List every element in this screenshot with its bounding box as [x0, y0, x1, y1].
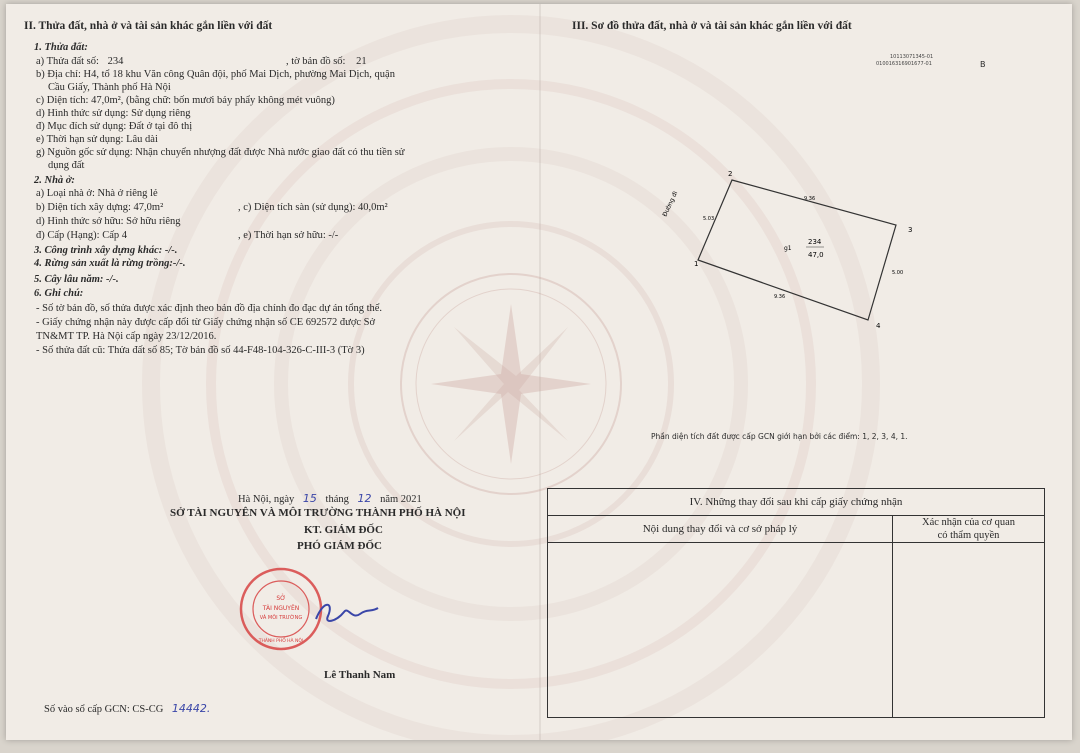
parcel-class-label: g1	[784, 245, 792, 252]
perennial-trees: 5. Cây lâu năm: -/-.	[34, 274, 119, 285]
issue-date	[238, 492, 422, 505]
edge-left-length: 5.03	[703, 216, 715, 222]
changes-col-content: Nội dung thay đổi và cơ sở pháp lý	[548, 516, 893, 543]
map-parcel-area: 47,0	[808, 251, 824, 259]
usage-term: e) Thời hạn sử dụng: Lâu dài	[36, 134, 158, 145]
registration-value: 14442.	[171, 702, 211, 715]
north-letter: B	[980, 60, 986, 69]
note-2-line-1: - Giấy chứng nhận này được cấp đổi từ Giấy chứng nhận số CE 692572 được Sở	[36, 317, 376, 328]
signer-role-2: PHÓ GIÁM ĐỐC	[297, 540, 382, 552]
usage-form: d) Hình thức sử dụng: Sử dụng riêng	[36, 108, 191, 119]
note-2-line-2: TN&MT TP. Hà Nội cấp ngày 23/12/2016.	[36, 331, 217, 342]
edge-top-length: 9.36	[804, 196, 816, 202]
edge-bottom-length: 9.36	[774, 294, 786, 300]
registration-label: Số vào sổ cấp GCN: CS-CG	[44, 704, 164, 715]
notes-heading: 6. Ghi chú:	[34, 288, 84, 299]
other-structures: 3. Công trình xây dựng khác: -/-.	[34, 245, 178, 256]
date-day: 15	[302, 492, 317, 505]
section-ii-title: II. Thửa đất, nhà ở và tài sản khác gắn liền với đất	[24, 20, 273, 32]
month-label: tháng	[325, 494, 349, 505]
stamp-line-3: VÀ MÔI TRƯỜNG	[259, 615, 303, 621]
vertex-2: 2	[728, 170, 733, 178]
land-area: c) Diện tích: 47,0m², (bằng chữ: bốn mươi bảy phẩy không mét vuông)	[36, 95, 335, 106]
certificate-page	[6, 4, 1072, 740]
parcel-map	[646, 162, 946, 332]
house-grade: đ) Cấp (Hạng): Cấp 4	[36, 230, 127, 241]
stamp-line-2: TÀI NGUYÊN	[262, 605, 300, 612]
section-iii-title: III. Sơ đồ thửa đất, nhà ở và tài sản khác gắn liền với đất	[572, 20, 852, 32]
date-year: năm 2021	[380, 494, 422, 505]
note-1: - Số tờ bản đồ, số thửa được xác định theo bản đồ địa chính đo đạc dự án tổng thể.	[36, 303, 383, 314]
usage-origin-line-2: dụng đất	[48, 160, 85, 171]
house-heading: 2. Nhà ở:	[34, 175, 75, 186]
serial-code-1: 10113071345-01	[890, 54, 934, 60]
stamp-line-1: SỞ	[276, 595, 286, 602]
map-sheet-label: , tờ bản đồ số:	[285, 56, 346, 67]
changes-table	[547, 488, 1045, 718]
vertex-3: 3	[908, 226, 913, 234]
note-3: - Số thửa đất cũ: Thửa đất số 85; Tờ bản đồ số 44-F48-104-326-C-III-3 (Tờ 3)	[36, 345, 365, 356]
parcel-number-row	[36, 56, 367, 67]
ownership-form: d) Hình thức sở hữu: Sở hữu riêng	[36, 216, 181, 227]
vertex-1: 1	[694, 260, 699, 268]
parcel-heading: 1. Thửa đất:	[34, 42, 88, 53]
address-line-2: Cầu Giấy, Thành phố Hà Nội	[48, 82, 171, 93]
edge-right-length: 5.00	[892, 270, 904, 276]
serial-code-2: 010016316901677-01	[876, 61, 932, 67]
fold-line	[539, 4, 541, 740]
address-line-1: b) Địa chỉ: H4, tổ 18 khu Văn công Quân đội, phố Mai Dịch, phường Mai Dịch, quận	[36, 69, 395, 80]
issuing-agency: SỞ TÀI NGUYÊN VÀ MÔI TRƯỜNG THÀNH PHỐ HÀ NỘI	[170, 507, 466, 519]
floor-area: , c) Diện tích sàn (sử dụng): 40,0m²	[238, 202, 388, 213]
building-area: b) Diện tích xây dựng: 47,0m²	[36, 202, 164, 213]
date-prefix: Hà Nội, ngày	[238, 494, 295, 505]
confirmation-line-1: Xác nhận của cơ quan	[921, 517, 1015, 528]
north-arrow	[980, 60, 986, 69]
map-sheet-number: 21	[356, 56, 367, 67]
changes-table-title: IV. Những thay đổi sau khi cấp giấy chứng nhận	[548, 489, 1044, 516]
usage-origin-line-1: g) Nguồn gốc sử dụng: Nhận chuyển nhượng đất được Nhà nước giao đất có thu tiền sử	[36, 147, 405, 158]
changes-col-confirmation	[893, 516, 1044, 543]
road-label: Đường đi	[661, 190, 680, 218]
registration-number	[44, 702, 210, 715]
usage-purpose: đ) Mục đích sử dụng: Đất ở tại đô thị	[36, 121, 193, 132]
production-forest: 4. Rừng sản xuất là rừng trồng:-/-.	[34, 258, 186, 269]
boundary-note: Phần diện tích đất được cấp GCN giới hạn bởi các điểm: 1, 2, 3, 4, 1.	[651, 432, 908, 441]
parcel-number: 234	[107, 56, 124, 67]
signer-role-1: KT. GIÁM ĐỐC	[304, 524, 383, 536]
table-divider	[892, 542, 893, 717]
date-month: 12	[357, 492, 372, 505]
ownership-term: , e) Thời hạn sở hữu: -/-	[238, 230, 339, 241]
parcel-number-label: a) Thửa đất số:	[36, 56, 99, 67]
confirmation-line-2: có thẩm quyền	[937, 530, 1000, 541]
house-type: a) Loại nhà ở: Nhà ở riêng lẻ	[36, 188, 158, 199]
vertex-4: 4	[876, 322, 881, 330]
map-parcel-number: 234	[808, 238, 822, 246]
stamp-line-4: THÀNH PHỐ HÀ NỘI	[258, 639, 304, 644]
signature-scribble	[306, 594, 386, 634]
signer-name: Lê Thanh Nam	[324, 669, 396, 681]
